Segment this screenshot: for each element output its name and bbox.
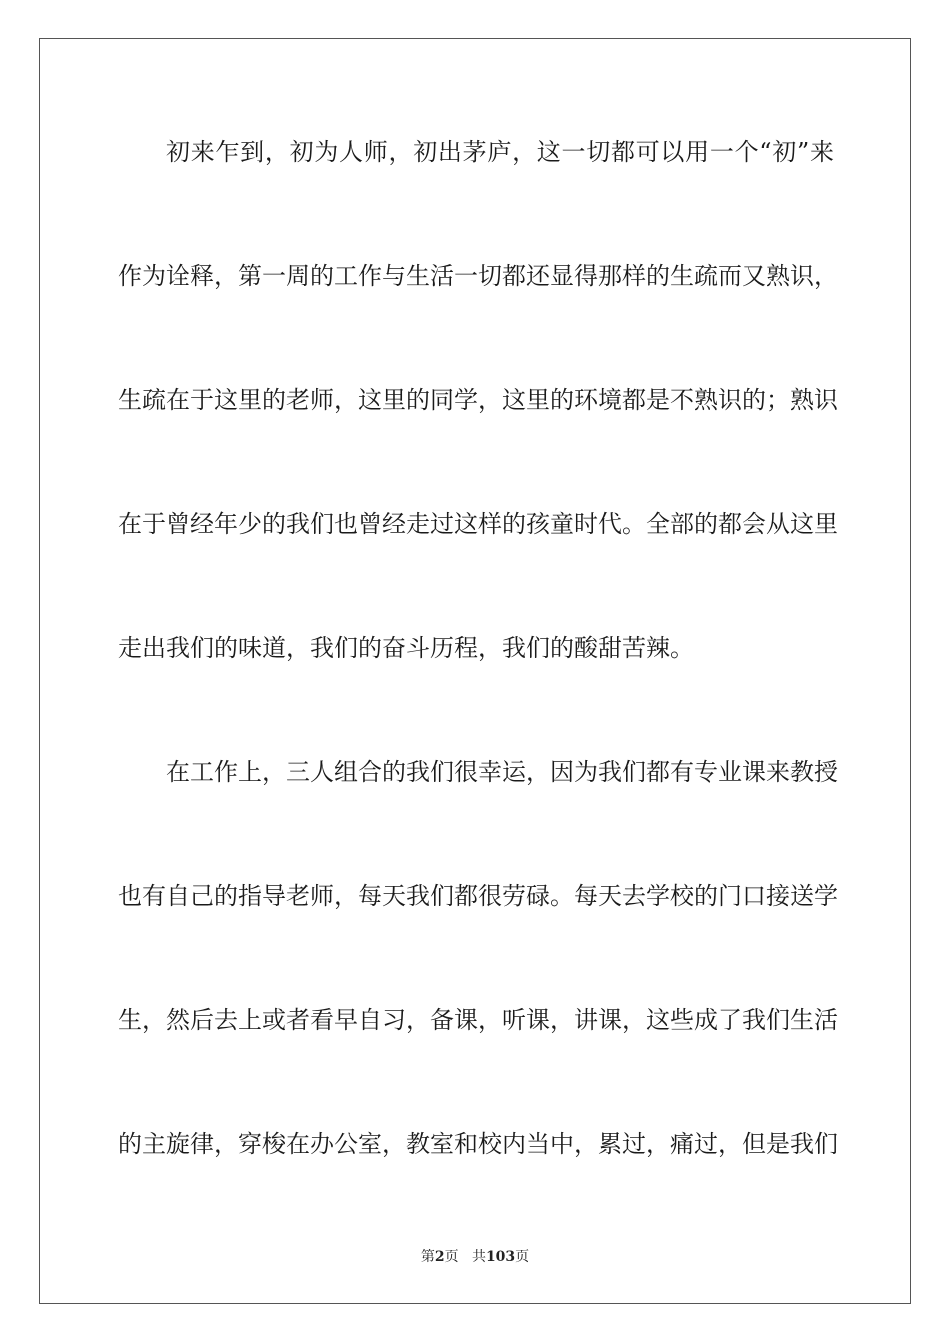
footer-total-pages: 103 [485, 1249, 516, 1265]
footer-prefix: 第 [420, 1249, 435, 1265]
footer-total-prefix: 共 [471, 1249, 486, 1265]
footer-total-suffix: 页 [515, 1249, 530, 1265]
text-line-7: 也有自己的指导老师，每天我们都很劳碌。每天去学校的门口接送学 [118, 882, 838, 910]
text-line-2: 作为诠释，第一周的工作与生活一切都还显得那样的生疏而又熟识， [118, 262, 838, 290]
text-line-8: 生，然后去上或者看早自习，备课，听课，讲课，这些成了我们生活 [118, 1006, 838, 1034]
text-line-1: 初来乍到，初为人师，初出茅庐，这一切都可以用一个“初”来 [166, 138, 834, 166]
page-footer [0, 1248, 950, 1266]
footer-page-suffix: 页 [444, 1249, 459, 1265]
text-line-9: 的主旋律，穿梭在办公室，教室和校内当中，累过，痛过，但是我们 [118, 1130, 838, 1158]
text-line-6: 在工作上，三人组合的我们很幸运，因为我们都有专业课来教授 [166, 758, 838, 786]
text-line-3: 生疏在于这里的老师，这里的同学，这里的环境都是不熟识的；熟识 [118, 386, 838, 414]
page-border [39, 38, 911, 1304]
footer-page-number: 2 [434, 1249, 445, 1265]
text-line-5: 走出我们的味道，我们的奋斗历程，我们的酸甜苦辣。 [118, 634, 694, 662]
text-line-4: 在于曾经年少的我们也曾经走过这样的孩童时代。全部的都会从这里 [118, 510, 838, 538]
